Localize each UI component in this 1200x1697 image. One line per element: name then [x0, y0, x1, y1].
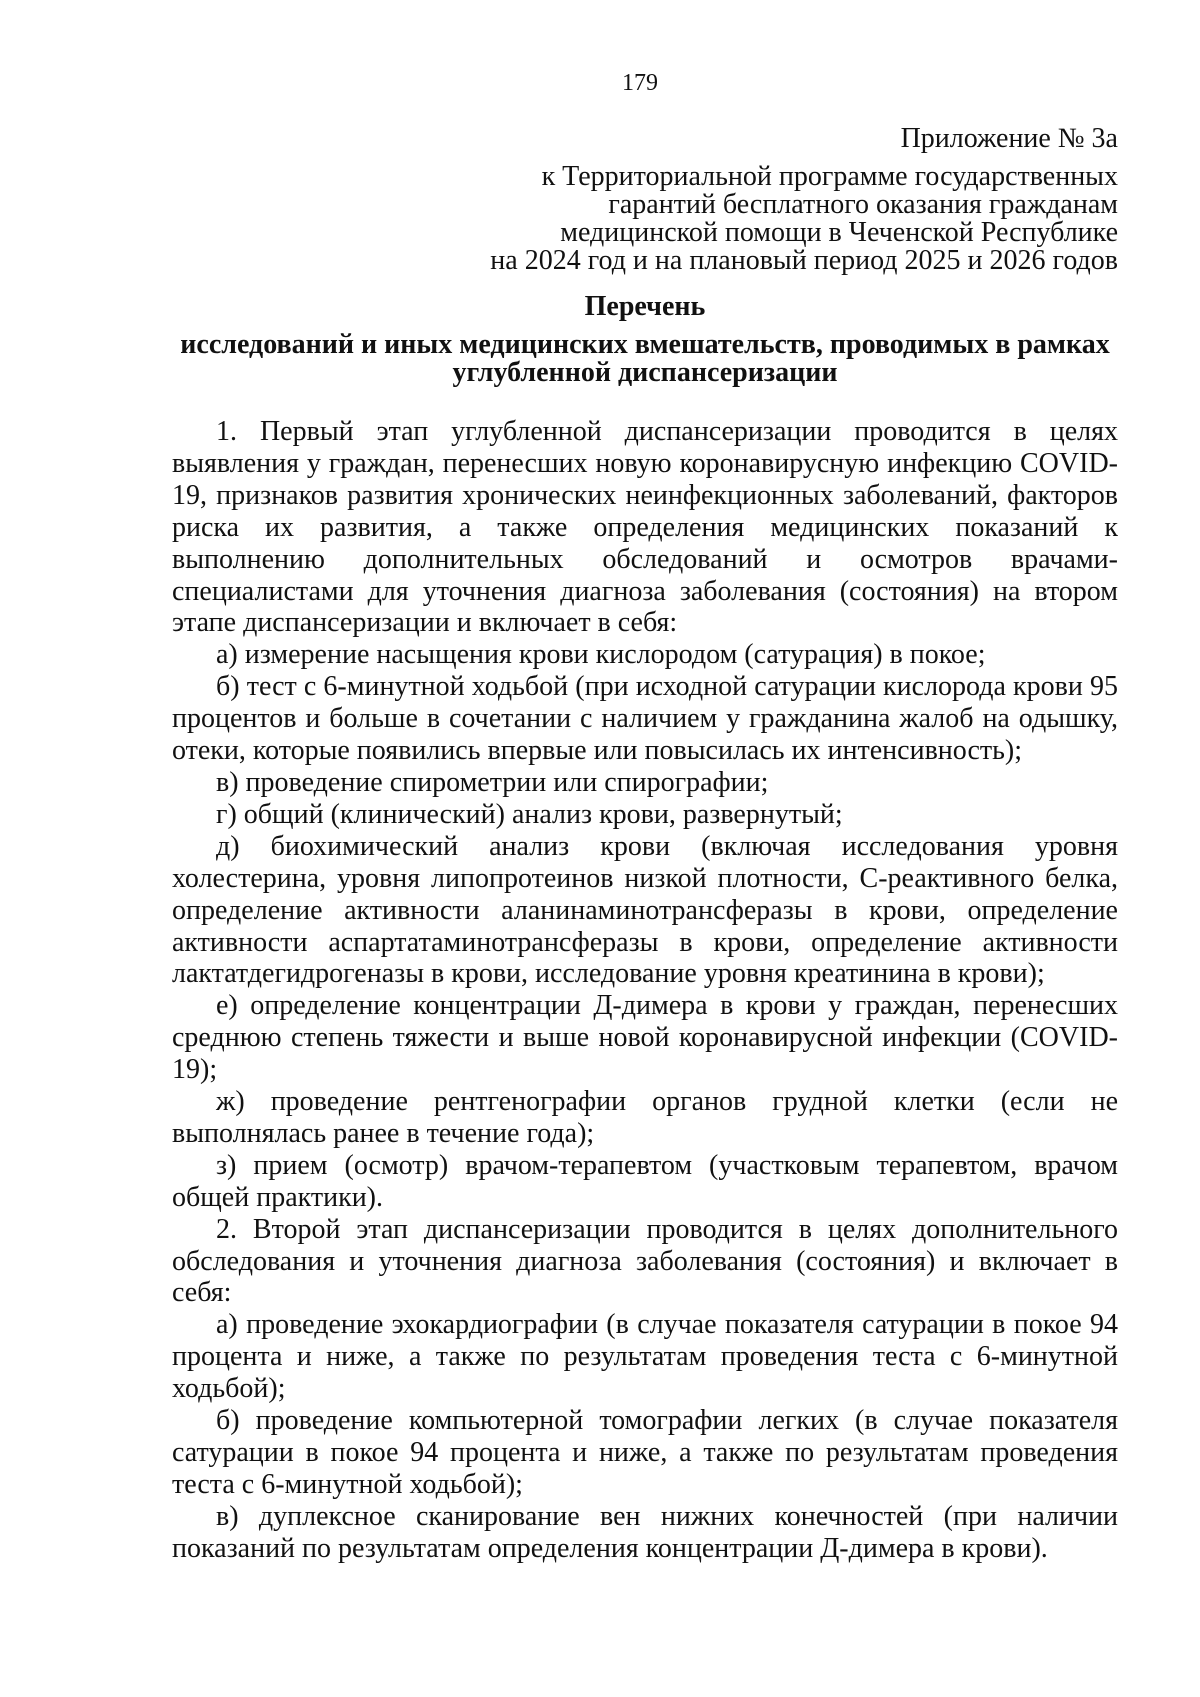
annex-block [490, 125, 1118, 275]
annex-line: к Территориальной программе государственных [541, 161, 1118, 192]
annex-line: гарантий бесплатного оказания гражданам [608, 189, 1118, 220]
annex-title: Приложение № 3а [900, 123, 1118, 154]
paragraph-item: д) биохимический анализ крови (включая исследования уровня холестерина, уровня липопротеинов низкой плотности, С-реактивного белка, определение активности аланинаминотрансферазы в крови, определение активности аспартатаминотрансферазы в крови, определение активности лактатдегидрогеназы в крови, исследование уровня креатинина в крови); [172, 830, 1118, 990]
annex-line: на 2024 год и на плановый период 2025 и 2026 годов [490, 245, 1118, 276]
paragraph-item: а) измерение насыщения крови кислородом (сатурация) в покое; [216, 639, 986, 671]
paragraph-item: а) проведение эхокардиографии (в случае показателя сатурации в покое 94 процента и ниже, а также по результатам проведения теста с 6-минутной ходьбой); [172, 1309, 1118, 1405]
paragraph-item: е) определение концентрации Д-димера в крови у граждан, перенесших среднюю степень тяжести и выше новой коронавирусной инфекции (COVID-19); [172, 990, 1118, 1086]
annex-line: медицинской помощи в Чеченской Республике [560, 217, 1118, 248]
paragraph-item: ж) проведение рентгенографии органов грудной клетки (если не выполнялась ранее в течение года); [172, 1086, 1118, 1149]
heading-title: Перечень [584, 291, 706, 322]
paragraph-item: з) прием (осмотр) врачом-терапевтом (участковым терапевтом, врачом общей практики). [172, 1149, 1118, 1213]
heading-subtitle-line: углубленной диспансеризации [452, 357, 838, 388]
paragraph-item: г) общий (клинический) анализ крови, развернутый; [216, 798, 843, 830]
paragraph-item: в) дуплексное сканирование вен нижних конечностей (при наличии показаний по результатам определения концентрации Д-димера в крови). [172, 1500, 1118, 1564]
paragraph-stage-1: 1. Первый этап углубленной диспансеризации проводится в целях выявления у граждан, перенесших новую коронавирусную инфекцию COVID-19, признаков развития хронических неинфекционных заболеваний, факторов риска их развития, а также определения медицинских показаний к выполнению дополнительных обследований и осмотров врачами-специалистами для уточнения диагноза заболевания (состояния) на втором этапе диспансеризации и включает в себя: [172, 416, 1118, 639]
paragraph-item: б) тест с 6-минутной ходьбой (при исходной сатурации кислорода крови 95 процентов и больше в сочетании с наличием у гражданина жалоб на одышку, отеки, которые появились впервые или повысилась их интенсивность); [172, 671, 1118, 767]
document-body [172, 416, 1118, 1565]
paragraph-item: в) проведение спирометрии или спирографии; [216, 766, 769, 798]
document-heading [172, 293, 1118, 387]
paragraph-stage-2: 2. Второй этап диспансеризации проводится в целях дополнительного обследования и уточнения диагноза заболевания (состояния) и включает в себя: [172, 1213, 1118, 1309]
paragraph-item: б) проведение компьютерной томографии легких (в случае показателя сатурации в покое 94 процента и ниже, а также по результатам проведения теста с 6-минутной ходьбой); [172, 1405, 1118, 1500]
heading-subtitle-line: исследований и иных медицинских вмешательств, проводимых в рамках [180, 329, 1110, 360]
page-number: 179 [622, 70, 658, 96]
